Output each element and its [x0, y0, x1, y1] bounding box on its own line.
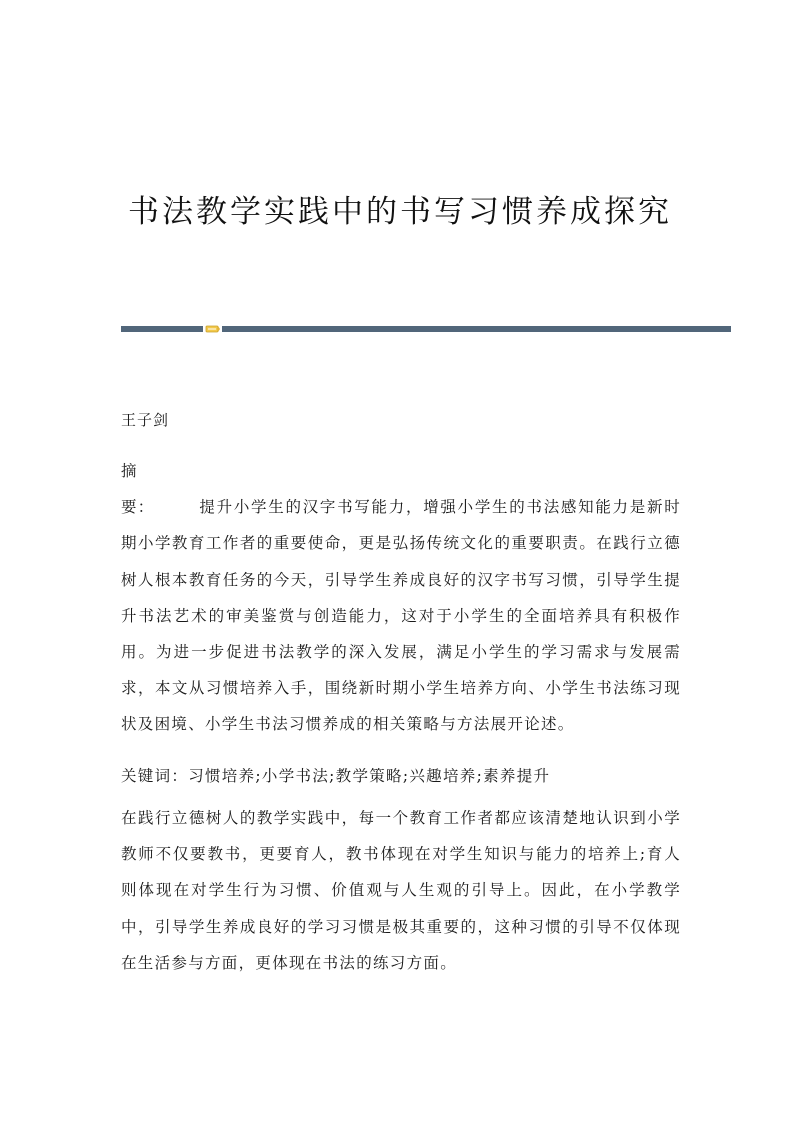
intro-paragraph: 在践行立德树人的教学实践中，每一个教育工作者都应该清楚地认识到小学教师不仅要教书，更要育人，教书体现在对学生知识与能力的培养上;育人则体现在对学生行为习惯、价值观与人生观的引导上。因此，在小学教学中，引导学生养成良好的学习习惯是极其重要的，这种习惯的引导不仅体现在生活参与方面，更体现在书法的练习方面。: [121, 809, 681, 972]
abstract-label-first: 摘: [121, 462, 155, 480]
author-name: 王子剑: [121, 411, 170, 429]
keywords-line: [121, 758, 681, 794]
abstract-text: 提升小学生的汉字书写能力，增强小学生的书法感知能力是新时期小学教育工作者的重要使命，更是弘扬传统文化的重要职责。在践行立德树人根本教育任务的今天，引导学生养成良好的汉字书写习惯，引导学生提升书法艺术的审美鉴赏与创造能力，这对于小学生的全面培养具有积极作用。为进一步促进书法教学的深入发展，满足小学生的学习需求与发展需求，本文从习惯培养入手，围绕新时期小学生培养方向、小学生书法练习现状及困境、小学生书法习惯养成的相关策略与方法展开论述。: [121, 498, 681, 734]
page-title: 书法教学实践中的书写习惯养成探究: [128, 194, 672, 230]
divider-bar-left: [121, 326, 203, 332]
abstract-paragraph: [121, 453, 681, 743]
abstract-label: [121, 453, 199, 525]
pencil-icon: [205, 324, 220, 334]
abstract-label-second: 要：: [121, 498, 155, 517]
title-divider: [121, 325, 731, 333]
keywords-label: 关键词：: [121, 767, 189, 785]
divider-bar-right: [222, 326, 731, 332]
keywords-text: 习惯培养;小学书法;教学策略;兴趣培养;素养提升: [188, 767, 551, 785]
